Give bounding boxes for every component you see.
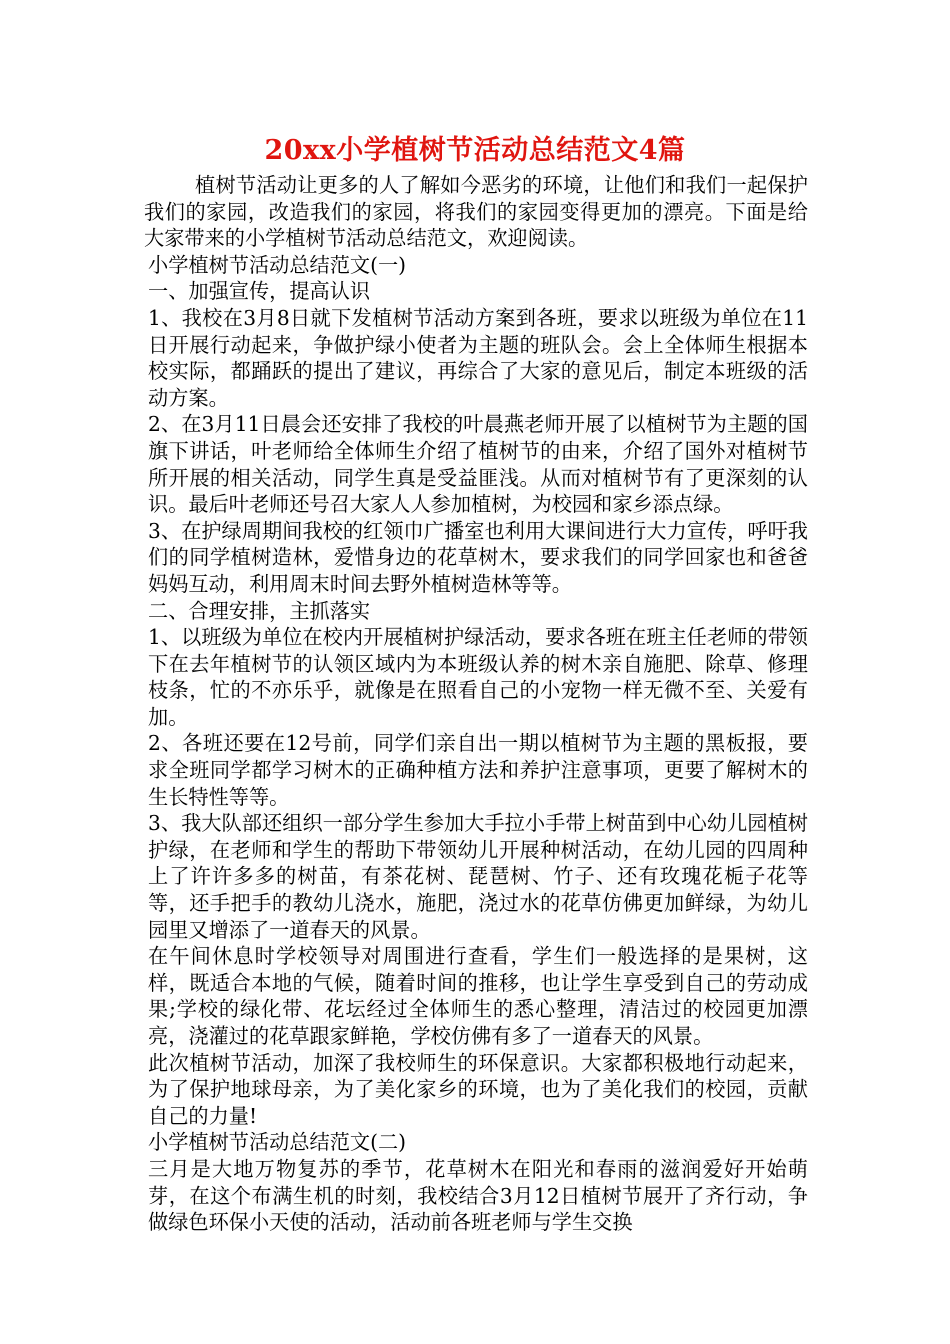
body-paragraph: 2、在3月11日晨会还安排了我校的叶晨燕老师开展了以植树节为主题的国旗下讲话，叶老师给全体师生介绍了植树节的由来，介绍了国外对植树节所开展的相关活动，同学生真是受益匪浅。从而对植树节有了更深刻的认识。最后叶老师还号召大家人人参加植树，为校园和家乡添点绿。 (148, 412, 808, 517)
section-title-1: 小学植树节活动总结范文(一) (148, 252, 407, 277)
body-paragraph: 1、以班级为单位在校内开展植树护绿活动，要求各班在班主任老师的带领下在去年植树节的认领区域内为本班级认养的树木亲自施肥、除草、修理枝条，忙的不亦乐乎，就像是在照看自己的小宠物一样无微不至、关爱有加。 (148, 625, 808, 729)
subsection-heading-2: 二、合理安排，主抓落实 (148, 598, 371, 623)
body-paragraph: 1、我校在3月8日就下发植树节活动方案到各班，要求以班级为单位在11日开展行动起来，争做护绿小使者为主题的班队会。会上全体师生根据本校实际，都踊跃的提出了建议，再综合了大家的意见后，制定本班级的活动方案。 (148, 305, 808, 410)
document-title: 20xx小学植树节活动总结范文4篇 (264, 135, 686, 166)
document-body (144, 172, 808, 1236)
intro-paragraph: 植树节活动让更多的人了解如今恶劣的环境，让他们和我们一起保护我们的家园，改造我们的家园，将我们的家园变得更加的漂亮。下面是给大家带来的小学植树节活动总结范文，欢迎阅读。 (144, 173, 808, 251)
section-title-2: 小学植树节活动总结范文(二) (148, 1130, 407, 1155)
body-paragraph: 3、在护绿周期间我校的红领巾广播室也利用大课间进行大力宣传，呼吁我们的同学植树造林，爱惜身边的花草树木，要求我们的同学回家也和爸爸妈妈互动，利用周末时间去野外植树造林等等。 (148, 518, 808, 596)
body-paragraph: 2、各班还要在12号前，同学们亲自出一期以植树节为主题的黑板报，要求全班同学都学习树木的正确种植方法和养护注意事项，更要了解树木的生长特性等等。 (148, 731, 808, 809)
subsection-heading-1: 一、加强宣传，提高认识 (148, 279, 371, 304)
body-paragraph: 此次植树节活动，加深了我校师生的环保意识。大家都积极地行动起来，为了保护地球母亲，为了美化家乡的环境，也为了美化我们的校园，贡献自己的力量! (148, 1050, 808, 1128)
body-paragraph: 在午间休息时学校领导对周围进行查看，学生们一般选择的是果树，这样，既适合本地的气候，随着时间的推移，也让学生享受到自己的劳动成果;学校的绿化带、花坛经过全体师生的悉心整理，清洁过的校园更加漂亮，浇灌过的花草跟家鲜艳，学校仿佛有多了一道春天的风景。 (148, 944, 808, 1048)
body-paragraph: 三月是大地万物复苏的季节，花草树木在阳光和春雨的滋润爱好开始萌芽，在这个布满生机的时刻，我校结合3月12日植树节展开了齐行动，争做绿色环保小天使的活动，活动前各班老师与学生交换 (148, 1156, 808, 1235)
body-paragraph: 3、我大队部还组织一部分学生参加大手拉小手带上树苗到中心幼儿园植树护绿，在老师和学生的帮助下带领幼儿开展种树活动，在幼儿园的四周种上了许许多多的树苗，有茶花树、琵琶树、竹子、还有玫瑰花栀子花等等，还手把手的教幼儿浇水，施肥，浇过水的花草仿佛更加鲜绿，为幼儿园里又增添了一道春天的风景。 (148, 811, 808, 942)
